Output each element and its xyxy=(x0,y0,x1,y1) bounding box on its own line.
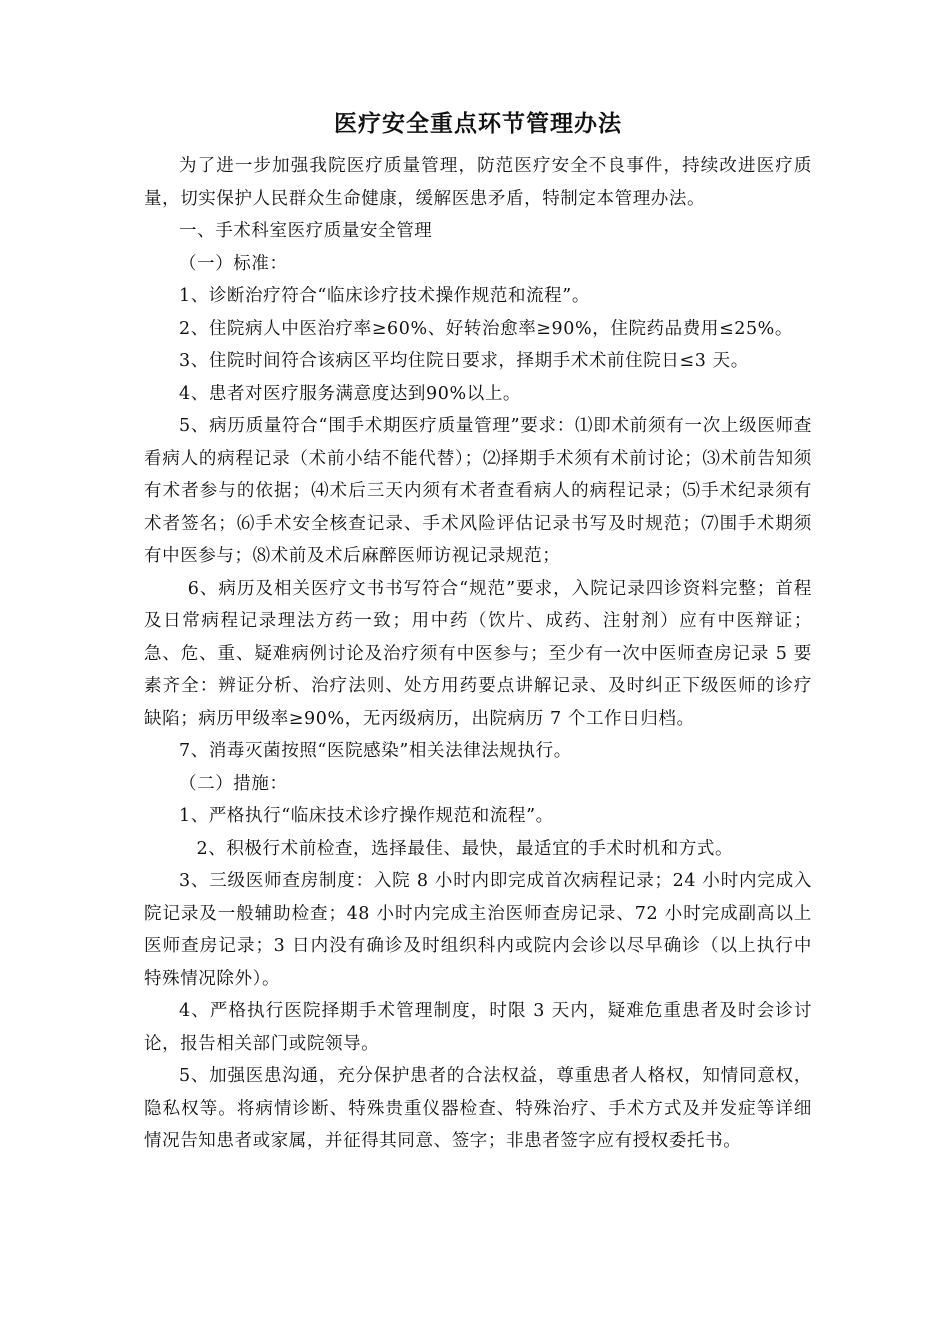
measure-item: 5、加强医患沟通，充分保护患者的合法权益，尊重患者人格权，知情同意权，隐私权等。将病情诊断、特殊贵重仪器检查、特殊治疗、手术方式及并发症等详细情况告知患者或家属，并征得其同意、签字；非患者签字应有授权委托书。 xyxy=(144,1066,812,1151)
subsection-heading: （一）标准： xyxy=(179,253,288,274)
intro-paragraph: 为了进一步加强我院医疗质量管理，防范医疗安全不良事件，持续改进医疗质量，切实保护人民群众生命健康，缓解医患矛盾，特制定本管理办法。 xyxy=(144,156,812,209)
standard-item: 5、病历质量符合“围手术期医疗质量管理”要求：⑴即术前须有一次上级医师查看病人的病程记录（术前小结不能代替）；⑵择期手术须有术前讨论；⑶术前告知须有术者参与的依据；⑷术后三天内须有术者查看病人的病程记录；⑸手术纪录须有术者签名；⑹手术安全核查记录、手术风险评估记录书写及时规范；⑺围手术期须有中医参与；⑻术前及术后麻醉医师访视记录规范； xyxy=(144,416,812,566)
standard-item: 6、病历及相关医疗文书书写符合“规范”要求，入院记录四诊资料完整；首程及日常病程记录理法方药一致；用中药（饮片、成药、注射剂）应有中医辩证；急、危、重、疑难病例讨论及治疗须有中医参与；至少有一次中医师查房记录 5 要素齐全：辨证分析、治疗法则、处方用药要点讲解记录、及时纠正下级医师的诊疗缺陷；病历甲级率≥90%，无丙级病历，出院病历 7 个工作日归档。 xyxy=(144,578,812,729)
section-heading: 一、手术科室医疗质量安全管理 xyxy=(179,221,433,241)
standard-item: 2、住院病人中医治疗率≥60%、好转治愈率≥90%，住院药品费用≤25%。 xyxy=(179,318,794,339)
measure-item: 1、严格执行“临床技术诊疗操作规范和流程”。 xyxy=(179,806,554,826)
measure-item: 3、三级医师查房制度：入院 8 小时内即完成首次病程记录；24 小时内完成入院记录及一般辅助检查；48 小时内完成主治医师查房记录、72 小时完成副高以上医师查房记录；3 日内没有确诊及时组织科内或院内会诊以尽早确诊（以上执行中特殊情况除外）。 xyxy=(144,871,812,989)
document-page xyxy=(144,104,812,1158)
subsection-heading: （二）措施： xyxy=(179,773,288,794)
standard-item: 7、消毒灭菌按照“医院感染”相关法律法规执行。 xyxy=(179,741,572,761)
measure-item: 2、积极行术前检查，选择最佳、最快，最适宜的手术时机和方式。 xyxy=(196,838,734,859)
measure-item: 4、严格执行医院择期手术管理制度，时限 3 天内，疑难危重患者及时会诊讨论，报告相关部门或院领导。 xyxy=(144,1001,812,1054)
standard-item: 4、患者对医疗服务满意度达到90%以上。 xyxy=(179,383,522,404)
document-title: 医疗安全重点环节管理办法 xyxy=(334,111,622,137)
standard-item: 1、诊断治疗符合“临床诊疗技术操作规范和流程”。 xyxy=(179,286,590,306)
standard-item: 3、住院时间符合该病区平均住院日要求，择期手术术前住院日≤3 天。 xyxy=(179,351,749,371)
